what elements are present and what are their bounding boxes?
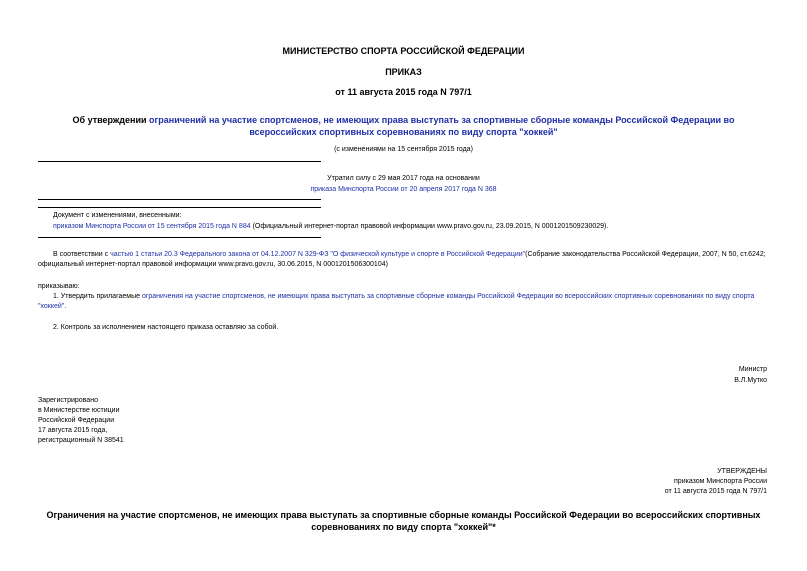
- preamble-suffix: (Собрание законодательства Российской Федерации, 2007, N 50, ст.6242; официальный интернет-портал правовой информации www.pravo.gov.ru, 30.06.2015, N 0001201506300104): [38, 251, 766, 268]
- order-item-2: 2. Контроль за исполнением настоящего приказа оставляю за собой.: [53, 324, 279, 331]
- restrictions-title: Ограничения на участие спортсменов, не имеющих права выступать за спортивные сборные команды Российской Федерации во всероссийских спортивных соревнованиях по виду спорта "хоккей"*: [46, 510, 761, 532]
- signature-role: Министр: [738, 366, 767, 373]
- preamble-prefix: В соответствии с: [53, 251, 111, 258]
- item1-suffix: .: [64, 303, 67, 310]
- title-prefix: Об утверждении: [72, 115, 150, 125]
- registration-line: 17 августа 2015 года,: [38, 427, 108, 434]
- changes-note: (с изменениями на 15 сентября 2015 года): [334, 146, 473, 153]
- order-item-1: [38, 292, 769, 312]
- amendments-line: [53, 222, 773, 232]
- amendments-label: Документ с изменениями, внесенными:: [53, 212, 182, 219]
- approval-line: УТВЕРЖДЕНЫ: [717, 468, 767, 475]
- divider: [38, 237, 321, 238]
- approval-line: приказом Минспорта России: [674, 478, 767, 485]
- void-notice-link[interactable]: приказа Минспорта России от 20 апреля 2017 года N 368: [310, 186, 497, 193]
- ministry-heading: МИНИСТЕРСТВО СПОРТА РОССИЙСКОЙ ФЕДЕРАЦИИ: [282, 46, 525, 56]
- item1-prefix: 1. Утвердить прилагаемые: [53, 293, 142, 300]
- amendments-source: (Официальный интернет-портал правовой информации www.pravo.gov.ru, 23.09.2015, N 0001201509230029).: [250, 223, 609, 230]
- preamble-law-link[interactable]: частью 1 статьи 20.3 Федерального закона от 04.12.2007 N 329-ФЗ "О физической культуре и спорте в Российской Федерации": [110, 251, 526, 258]
- order-heading: ПРИКАЗ: [385, 67, 422, 77]
- divider: [38, 207, 321, 208]
- approval-block: [665, 467, 767, 497]
- registration-line: Российской Федерации: [38, 417, 115, 424]
- order-date: от 11 августа 2015 года N 797/1: [335, 87, 472, 97]
- approval-line: от 11 августа 2015 года N 797/1: [664, 488, 767, 495]
- amendments-link[interactable]: приказом Минспорта России от 15 сентября 2015 года N 884: [53, 223, 251, 230]
- divider: [38, 199, 321, 200]
- preamble: [38, 250, 769, 270]
- item1-link[interactable]: ограничения на участие спортсменов, не имеющих права выступать за спортивные сборные команды Российской Федерации во всероссийских спортивных соревнованиях по виду спорта "хоккей": [38, 293, 755, 310]
- order-word: приказываю:: [38, 283, 80, 290]
- divider: [38, 161, 321, 162]
- registration-line: в Министерстве юстиции: [38, 407, 120, 414]
- void-notice-text: Утратил силу с 29 мая 2017 года на основании: [327, 175, 480, 182]
- document-title: [38, 114, 769, 138]
- signature-name: В.Л.Мутко: [734, 377, 767, 384]
- title-link[interactable]: ограничений на участие спортсменов, не имеющих права выступать за спортивные сборные команды Российской Федерации во всероссийских спортивных соревнованиях по виду спорта "хоккей": [149, 115, 735, 137]
- registration-line: Зарегистрировано: [38, 397, 98, 404]
- registration-block: [38, 396, 124, 446]
- registration-line: регистрационный N 38541: [38, 437, 124, 444]
